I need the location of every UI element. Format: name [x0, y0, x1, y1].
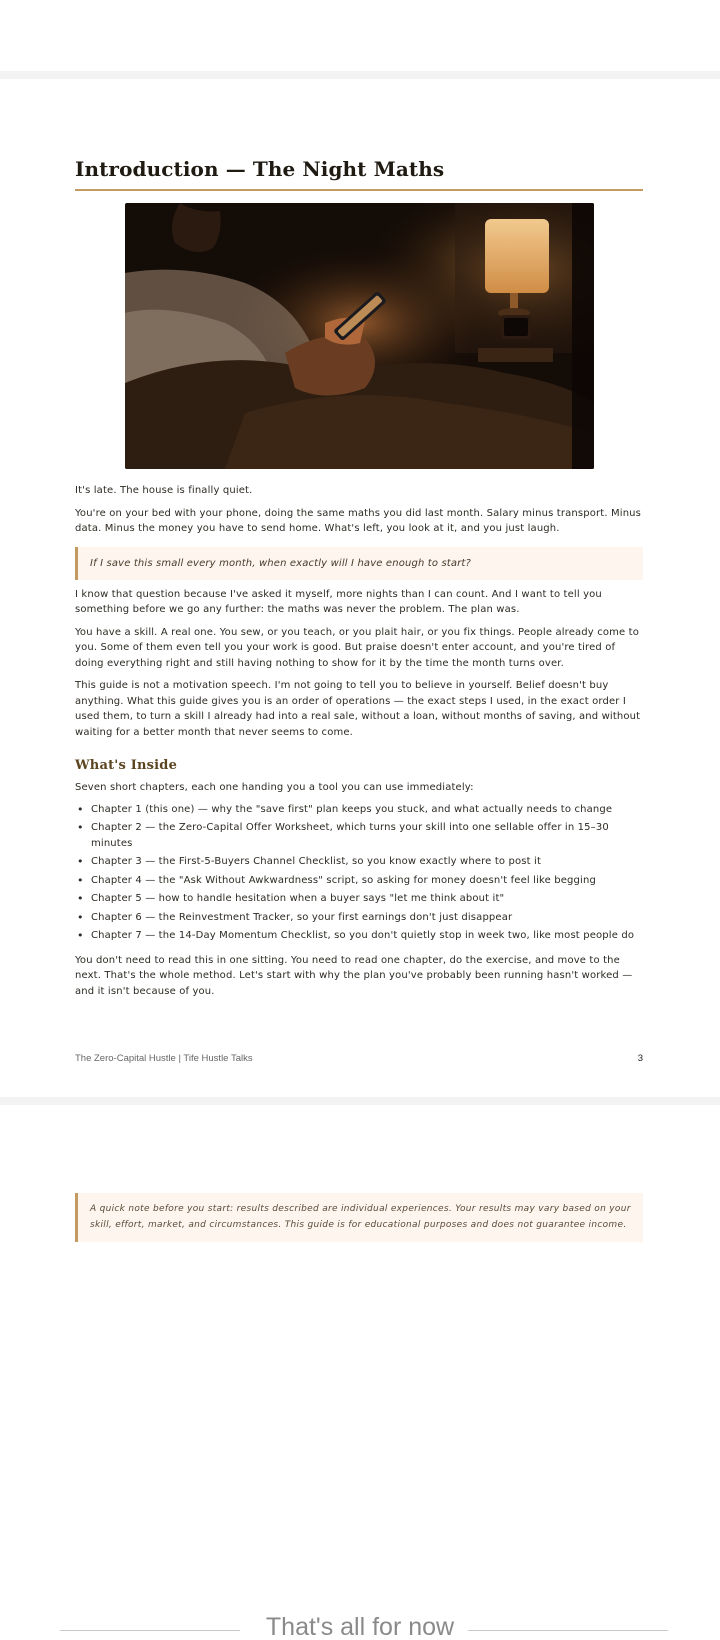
intro-paragraph-4: You have a skill. A real one. You sew, or you teach, or you plait hair, or you fix things. People already come to you. Some of them even tell you your work is good. But praise doesn't enter account, and you're tired of doing everything right and still having nothing to show for it by the time the month turns over.: [75, 626, 639, 669]
intro-paragraph-1: It's late. The house is finally quiet.: [75, 485, 253, 496]
chapter-list-item: • Chapter 2 — the Zero-Capital Offer Worksheet, which turns your skill into one sellable offer in 15–30 minutes: [91, 820, 643, 851]
closing-paragraph: You don't need to read this in one sitting. You need to read one chapter, do the exercise, and move to the next. That's the whole method. Let's start with why the plan you've probably been running hasn't worked — and it isn't because of you.: [75, 954, 633, 997]
section-heading: What's Inside: [75, 758, 178, 773]
chapter-list: [75, 802, 643, 944]
page-title: Introduction — The Night Maths: [75, 157, 643, 191]
chapter-list-item: • Chapter 6 — the Reinvestment Tracker, so your first earnings don't just disappear: [91, 910, 643, 926]
end-divider-right: [468, 1630, 668, 1631]
page-separator-top: [0, 71, 720, 79]
intro-paragraph-5: This guide is not a motivation speech. I'm not going to tell you to believe in yourself. Belief doesn't buy anything. What this guide gives you is an order of operations — the exact steps I used, in the exact order I used them, to turn a skill I already had into a real sale, without a loan, without months of saving, and without waiting for a better month that never seems to come.: [75, 680, 641, 738]
page-footer: [75, 1053, 643, 1067]
chapter-list-item: • Chapter 5 — how to handle hesitation when a buyer says "let me think about it": [91, 891, 643, 907]
page-separator-middle: [0, 1097, 720, 1105]
chapter-list-item: • Chapter 1 (this one) — why the "save first" plan keeps you stuck, and what actually needs to change: [91, 802, 643, 818]
disclaimer-callout: A quick note before you start: results described are individual experiences. Your results may vary based on your skill, effort, market, and circumstances. This guide is for educational purposes and does not guarantee income.: [75, 1193, 643, 1242]
footer-book-title: The Zero-Capital Hustle | Tife Hustle Talks: [75, 1053, 253, 1064]
footer-page-number: 3: [637, 1053, 643, 1064]
section-intro: Seven short chapters, each one handing you a tool you can use immediately:: [75, 782, 474, 793]
intro-photo: [125, 203, 594, 469]
document-page-3: [75, 157, 643, 999]
quote-callout: If I save this small every month, when exactly will I have enough to start?: [75, 547, 643, 580]
intro-paragraph-2: You're on your bed with your phone, doing the same maths you did last month. Salary minus transport. Minus data. Minus the money you have to send home. What's left, you look at it, and you just laugh.: [75, 507, 642, 534]
chapter-list-item: • Chapter 4 — the "Ask Without Awkwardness" script, so asking for money doesn't feel like begging: [91, 873, 643, 889]
end-message: That's all for now: [265, 1613, 455, 1640]
chapter-list-item: • Chapter 3 — the First-5-Buyers Channel Checklist, so you know exactly where to post it: [91, 854, 643, 870]
chapter-list-item: • Chapter 7 — the 14-Day Momentum Checklist, so you don't quietly stop in week two, like most people do: [91, 928, 643, 944]
intro-paragraph-3: I know that question because I've asked it myself, more nights than I can count. And I want to tell you something before we go any further: the maths was never the problem. The plan was.: [75, 588, 602, 615]
night-phone-illustration: [125, 203, 594, 469]
